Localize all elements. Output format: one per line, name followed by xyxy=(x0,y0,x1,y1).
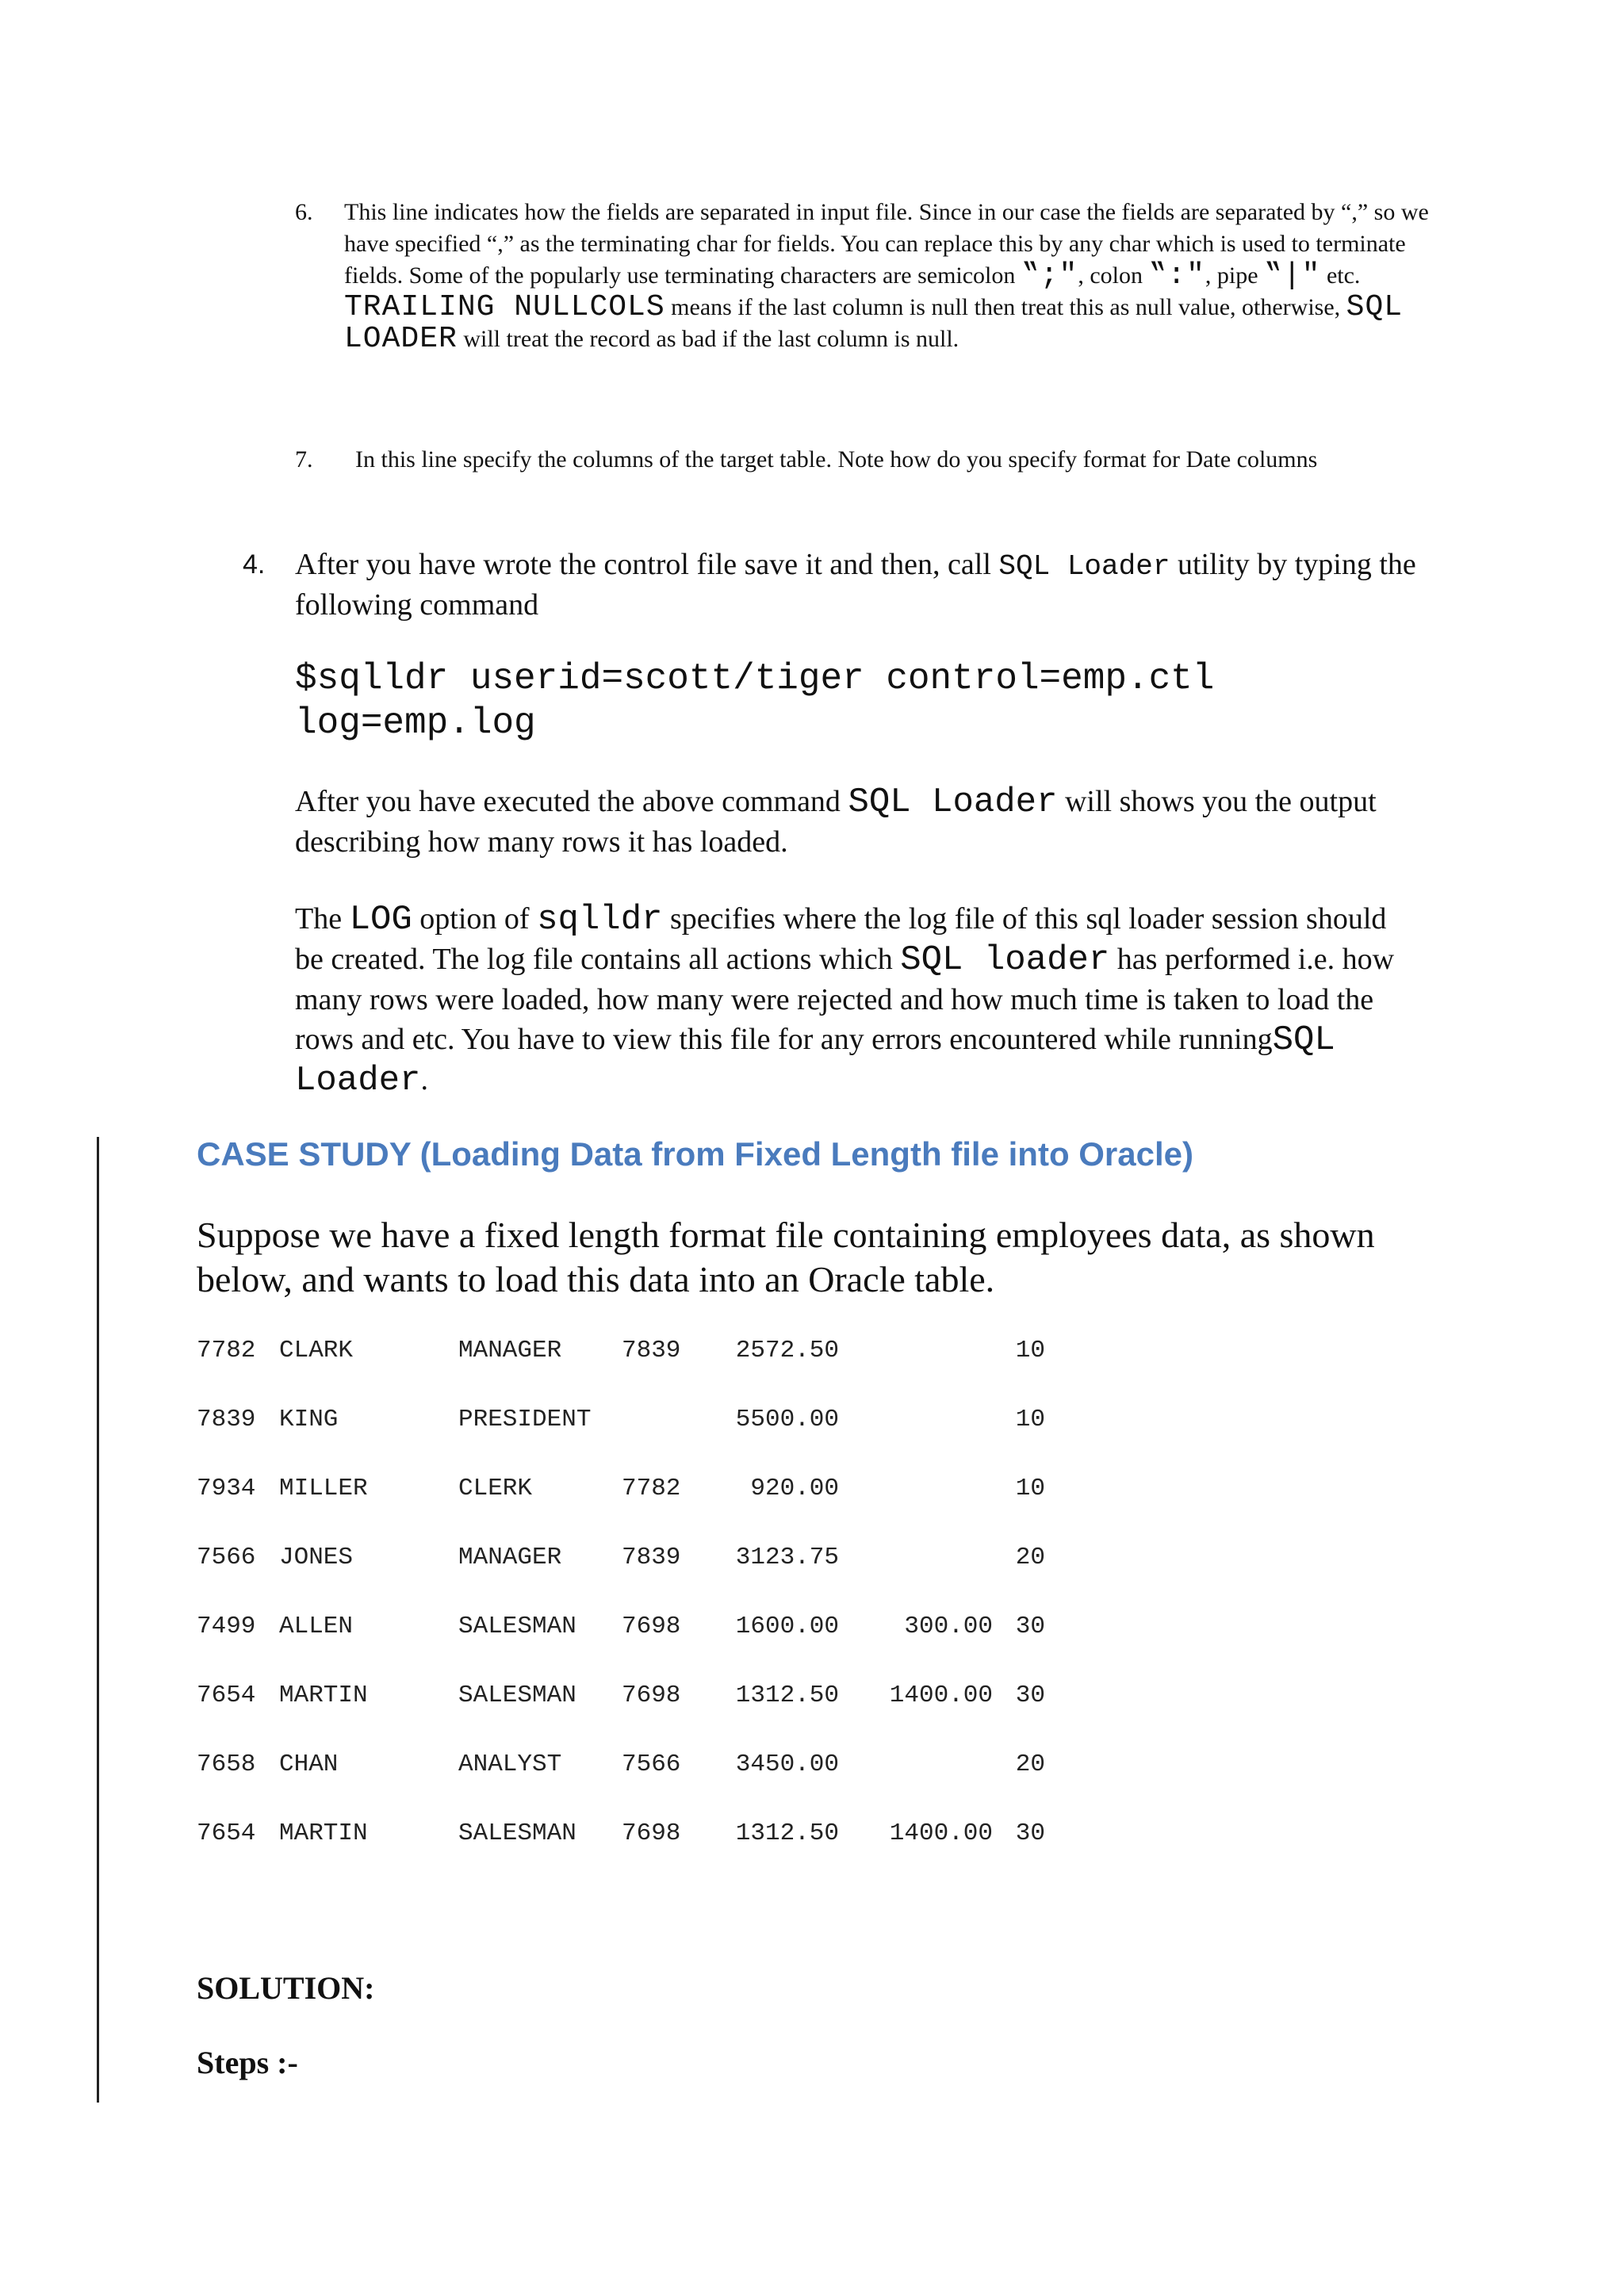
emp-commission: 1400.00 xyxy=(889,1682,993,1709)
employee-data-table xyxy=(197,1337,1045,1888)
emp-name: JONES xyxy=(279,1544,354,1571)
emp-name: ALLEN xyxy=(279,1613,354,1640)
para-log-text-e: . xyxy=(420,1063,428,1096)
para-after-text-b: will shows you the output describing how many rows it has loaded. xyxy=(295,785,1377,859)
emp-job: SALESMAN xyxy=(458,1820,576,1847)
emp-salary: 1600.00 xyxy=(735,1613,839,1640)
list-item-6 xyxy=(295,197,1437,355)
case-study-intro: Suppose we have a fixed length format file containing employees data, as shown below, and wants to load this data into an Oracle table. xyxy=(197,1215,1375,1299)
table-row xyxy=(197,1613,1045,1682)
emp-job: CLERK xyxy=(458,1475,533,1502)
emp-commission: 1400.00 xyxy=(889,1820,993,1847)
step-4-text-a: After you have wrote the control file save it and then, call xyxy=(295,548,999,581)
step-4-text-b: utility by typing the following command xyxy=(295,548,1416,622)
text-colon: , colon xyxy=(1078,262,1149,289)
emp-id: 7658 xyxy=(197,1751,256,1778)
table-row xyxy=(197,1337,1045,1406)
item-number: 7. xyxy=(295,446,313,473)
step-number: 4. xyxy=(243,549,266,580)
semicolon-char: ‟;″ xyxy=(1021,258,1078,293)
emp-id: 7566 xyxy=(197,1544,256,1571)
emp-commission xyxy=(839,1475,993,1544)
emp-id: 7654 xyxy=(197,1682,256,1709)
para-log-text-b: option of xyxy=(412,902,538,936)
sql-loader-code: SQL LOADER xyxy=(344,290,1404,356)
colon-char: ‟:″ xyxy=(1148,258,1205,293)
command-line-1: $sqlldr userid=scott/tiger control=emp.ctl xyxy=(295,658,1215,699)
emp-id: 7839 xyxy=(197,1406,256,1433)
sql-loader-code: SQL loader xyxy=(900,940,1110,980)
left-change-bar xyxy=(97,1137,99,2103)
paragraph-log-option xyxy=(295,899,1421,1100)
emp-commission xyxy=(839,1544,993,1613)
solution-heading: SOLUTION: xyxy=(197,1970,375,2006)
emp-salary: 920.00 xyxy=(750,1475,839,1502)
emp-salary: 3123.75 xyxy=(735,1544,839,1571)
step-4-text xyxy=(295,545,1416,624)
emp-id: 7499 xyxy=(197,1613,256,1640)
para-log-text-d: has performed i.e. how many rows were loaded, how many were rejected and how much time is taken to load the rows and etc. You have to view this file for any errors encountered while running xyxy=(295,943,1395,1056)
emp-mgr: 7698 xyxy=(622,1682,681,1709)
item-number: 6. xyxy=(295,199,313,225)
list-item-7 xyxy=(295,444,1437,476)
emp-job: MANAGER xyxy=(458,1544,562,1571)
emp-dept: 10 xyxy=(1015,1475,1045,1502)
emp-commission xyxy=(839,1406,993,1475)
table-row xyxy=(197,1751,1045,1820)
emp-name: KING xyxy=(279,1406,339,1433)
emp-id: 7782 xyxy=(197,1337,256,1364)
emp-commission: 300.00 xyxy=(904,1613,993,1640)
emp-salary: 1312.50 xyxy=(735,1682,839,1709)
emp-salary: 2572.50 xyxy=(735,1337,839,1364)
emp-name: MARTIN xyxy=(279,1820,368,1847)
command-line-2: log=emp.log xyxy=(295,702,536,744)
table-row xyxy=(197,1820,1045,1888)
sqlldr-code: sqlldr xyxy=(537,900,663,939)
paragraph-after-command xyxy=(295,782,1421,862)
item-6-text xyxy=(344,197,1437,355)
emp-dept: 30 xyxy=(1015,1682,1045,1709)
emp-mgr xyxy=(622,1406,720,1475)
table-row xyxy=(197,1544,1045,1613)
item-6-intro: This line indicates how the fields are separated in input file. Since in our case the fields are separated by “,” so we have specified “,” as the terminating char for fields. You can replace this by any char which is used to terminate fields. Some of the popularly use terminating characters are semicolon xyxy=(344,199,1429,289)
text-etc: etc. xyxy=(1320,262,1361,289)
emp-mgr: 7839 xyxy=(622,1337,681,1364)
emp-dept: 20 xyxy=(1015,1544,1045,1571)
para-after-text-a: After you have executed the above command xyxy=(295,785,848,818)
emp-commission xyxy=(839,1337,993,1406)
emp-job: PRESIDENT xyxy=(458,1406,592,1433)
emp-dept: 30 xyxy=(1015,1820,1045,1847)
emp-mgr: 7698 xyxy=(622,1613,681,1640)
sql-loader-code: SQL Loader xyxy=(998,550,1170,583)
emp-commission xyxy=(839,1751,993,1820)
emp-job: SALESMAN xyxy=(458,1682,576,1709)
sql-loader-code-end: SQL Loader xyxy=(295,1020,1335,1100)
table-row xyxy=(197,1406,1045,1475)
emp-job: MANAGER xyxy=(458,1337,562,1364)
table-row xyxy=(197,1682,1045,1751)
emp-salary: 1312.50 xyxy=(735,1820,839,1847)
emp-mgr: 7782 xyxy=(622,1475,681,1502)
log-code: LOG xyxy=(349,900,412,939)
trailing-nullcols-code: TRAILING NULLCOLS xyxy=(344,290,665,324)
para-log-text-c: specifies where the log file of this sql loader session should be created. The log file contains all actions which xyxy=(295,902,1387,976)
text-end: will treat the record as bad if the last column is null. xyxy=(457,326,959,352)
emp-dept: 30 xyxy=(1015,1613,1045,1640)
table-row xyxy=(197,1475,1045,1544)
para-log-text-a: The xyxy=(295,902,350,936)
item-7-text: In this line specify the columns of the target table. Note how do you specify format for Date columns xyxy=(355,446,1318,473)
emp-mgr: 7839 xyxy=(622,1544,681,1571)
employee-rows xyxy=(197,1337,1045,1888)
emp-mgr: 7698 xyxy=(622,1820,681,1847)
emp-salary: 3450.00 xyxy=(735,1751,839,1778)
emp-name: CHAN xyxy=(279,1751,339,1778)
emp-dept: 20 xyxy=(1015,1751,1045,1778)
text-pipe: , pipe xyxy=(1205,262,1265,289)
sql-loader-code: SQL Loader xyxy=(848,783,1058,822)
steps-heading: Steps :- xyxy=(197,2045,298,2080)
emp-dept: 10 xyxy=(1015,1337,1045,1364)
emp-id: 7654 xyxy=(197,1820,256,1847)
emp-name: CLARK xyxy=(279,1337,354,1364)
emp-dept: 10 xyxy=(1015,1406,1045,1433)
emp-id: 7934 xyxy=(197,1475,256,1502)
emp-job: ANALYST xyxy=(458,1751,562,1778)
emp-name: MARTIN xyxy=(279,1682,368,1709)
text-means: means if the last column is null then treat this as null value, otherwise, xyxy=(665,294,1346,320)
emp-mgr: 7566 xyxy=(622,1751,681,1778)
list-item-4 xyxy=(243,545,1416,624)
emp-salary: 5500.00 xyxy=(735,1406,839,1433)
emp-job: SALESMAN xyxy=(458,1613,576,1640)
case-study-heading: CASE STUDY (Loading Data from Fixed Length file into Oracle) xyxy=(197,1135,1194,1173)
pipe-char: ‟|″ xyxy=(1264,258,1321,293)
emp-name: MILLER xyxy=(279,1475,368,1502)
